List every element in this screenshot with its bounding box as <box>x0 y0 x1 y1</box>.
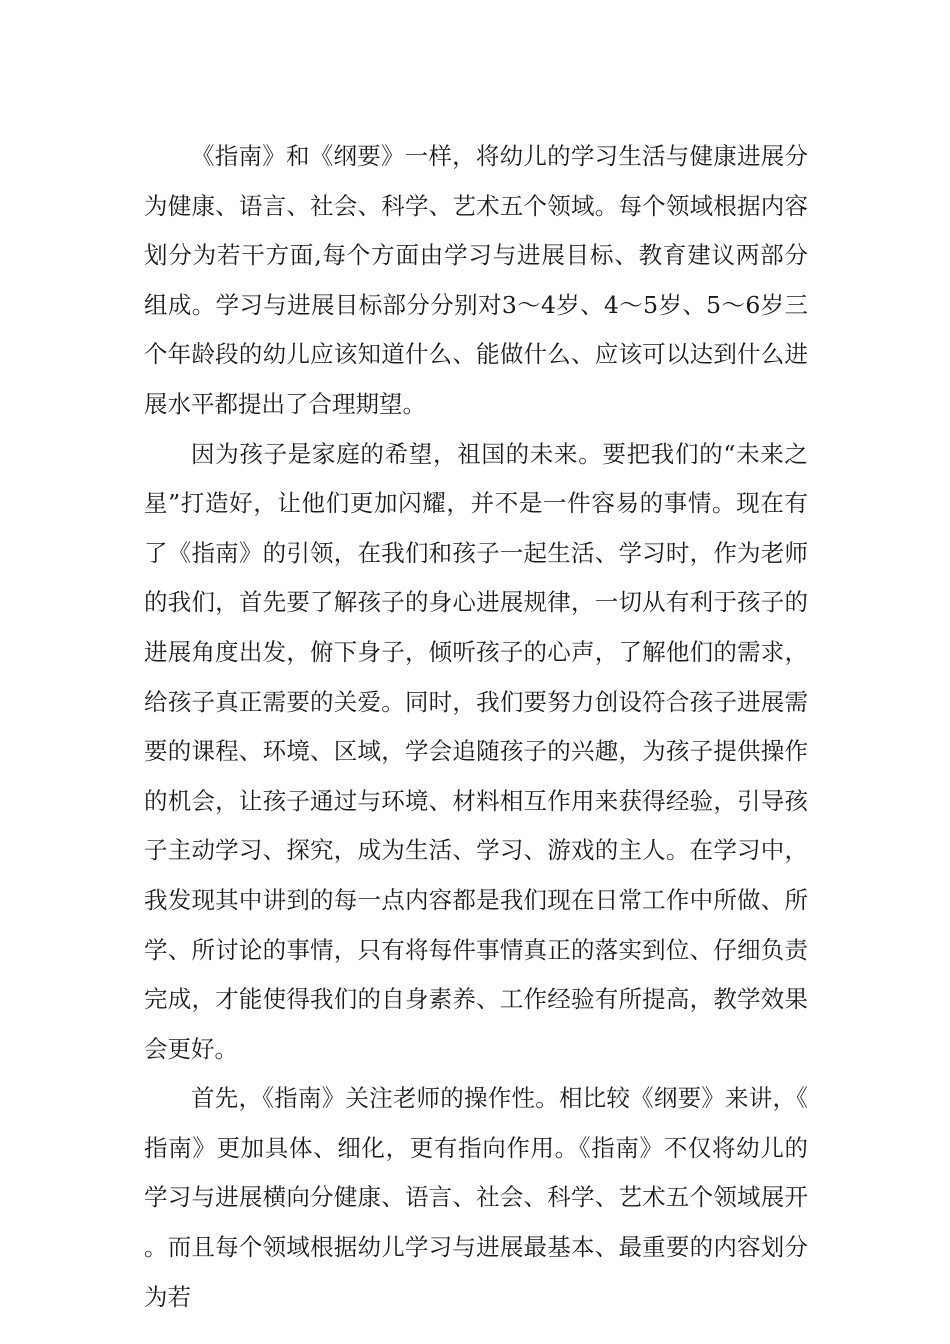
document-body <box>144 132 808 1322</box>
paragraph-3: 首先，《指南》关注老师的操作性。相比较《纲要》来讲，《指南》更加具体、细化，更有指向作用。《指南》不仅将幼儿的学习与进展横向分健康、语言、社会、科学、艺术五个领域展开。而且每个领域根据幼儿学习与进展最基本、最重要的内容划分为若 <box>144 1084 808 1311</box>
paragraph-1: 《指南》和《纲要》一样，将幼儿的学习生活与健康进展分为健康、语言、社会、科学、艺术五个领域。每个领域根据内容划分为若干方面,每个方面由学习与进展目标、教育建议两部分组成。学习与进展目标部分分别对3～4岁、4～5岁、5～6岁三个年龄段的幼儿应该知道什么、能做什么、应该可以达到什么进展水平都提出了合理期望。 <box>144 142 808 418</box>
paragraph-2: 因为孩子是家庭的希望，祖国的未来。要把我们的“未来之星”打造好，让他们更加闪耀，并不是一件容易的事情。现在有了《指南》的引领，在我们和孩子一起生活、学习时，作为老师的我们，首先要了解孩子的身心进展规律，一切从有利于孩子的进展角度出发，俯下身子，倾听孩子的心声，了解他们的需求，给孩子真正需要的关爱。同时，我们要努力创设符合孩子进展需要的课程、环境、区域，学会追随孩子的兴趣，为孩子提供操作的机会，让孩子通过与环境、材料相互作用来获得经验，引导孩子主动学习、探究，成为生活、学习、游戏的主人。在学习中，我发现其中讲到的每一点内容都是我们现在日常工作中所做、所学、所讨论的事情，只有将每件事情真正的落实到位、仔细负责完成，才能使得我们的自身素养、工作经验有所提高，教学效果会更好。 <box>144 439 808 1063</box>
